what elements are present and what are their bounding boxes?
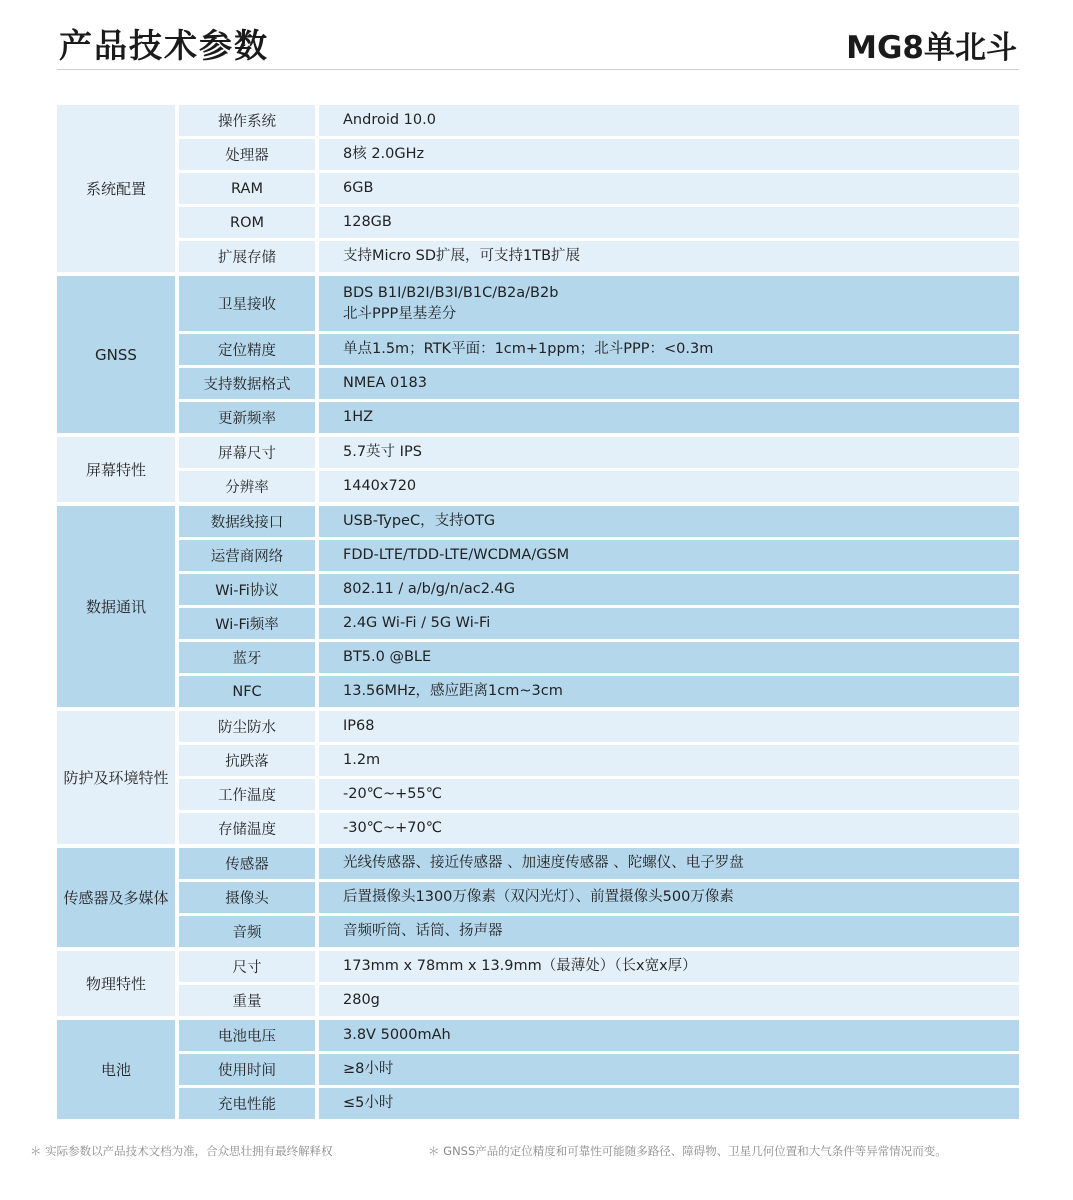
spec-value-line: FDD-LTE/TDD-LTE/WCDMA/GSM [343, 547, 570, 563]
spec-row [179, 402, 1019, 433]
spec-value-line: 支持Micro SD扩展，可支持1TB扩展 [343, 248, 581, 264]
spec-value [319, 540, 1019, 571]
spec-row [179, 540, 1019, 571]
spec-category-label: 传感器 [63, 888, 109, 907]
spec-row [179, 334, 1019, 365]
spec-row [179, 779, 1019, 810]
spec-category-label: 系统配置 [85, 179, 146, 198]
spec-value-line: ≤5小时 [343, 1095, 394, 1111]
spec-row [179, 642, 1019, 673]
spec-key: 音频 [179, 916, 315, 947]
spec-key: 处理器 [179, 139, 315, 170]
spec-category-label: 电池 [100, 1060, 131, 1079]
spec-key: 工作温度 [179, 779, 315, 810]
spec-value-line: 280g [343, 992, 380, 1008]
spec-value-line: IP68 [343, 718, 375, 734]
spec-value-line: Android 10.0 [343, 112, 436, 128]
spec-value [319, 506, 1019, 537]
spec-value [319, 848, 1019, 879]
spec-value-line: 8核 2.0GHz [343, 146, 425, 162]
spec-value-line: 128GB [343, 214, 392, 230]
spec-group [57, 848, 1019, 947]
spec-key: 摄像头 [179, 882, 315, 913]
spec-value-line: 1HZ [343, 409, 374, 425]
page-title: 产品技术参数 [59, 26, 269, 65]
spec-key: 存储温度 [179, 813, 315, 844]
spec-row [179, 1020, 1019, 1051]
spec-key: 蓝牙 [179, 642, 315, 673]
spec-value-line: 1.2m [343, 752, 381, 768]
spec-category-label: 防护及 [63, 768, 109, 787]
spec-category-label: 环境特性 [108, 768, 169, 787]
spec-row [179, 676, 1019, 707]
spec-key: 更新频率 [179, 402, 315, 433]
spec-group [57, 1020, 1019, 1119]
spec-value-line: 北斗PPP星基差分 [343, 305, 457, 322]
spec-key: 操作系统 [179, 105, 315, 136]
spec-value [319, 1020, 1019, 1051]
spec-row [179, 173, 1019, 204]
spec-key: ROM [179, 207, 315, 238]
spec-category [57, 848, 175, 947]
spec-value-line: 6GB [343, 180, 374, 196]
spec-value-line: 光线传感器、接近传感器 、加速度传感器 、陀螺仪、电子罗盘 [343, 855, 744, 871]
spec-category [57, 276, 175, 433]
spec-row [179, 985, 1019, 1016]
spec-category [57, 105, 175, 272]
spec-key: 传感器 [179, 848, 315, 879]
spec-key: 重量 [179, 985, 315, 1016]
spec-value [319, 916, 1019, 947]
spec-row [179, 882, 1019, 913]
spec-value [319, 276, 1019, 331]
spec-key: 尺寸 [179, 951, 315, 982]
footnote-gnss: ＊ GNSS产品的定位精度和可靠性可能随多路径、障碍物、卫星几何位置和大气条件等异常情况而变。 [428, 1144, 947, 1158]
spec-row [179, 813, 1019, 844]
spec-key: Wi-Fi频率 [179, 608, 315, 639]
spec-category [57, 437, 175, 502]
spec-row [179, 276, 1019, 331]
spec-group [57, 276, 1019, 433]
product-model: MG8单北斗 [846, 30, 1017, 66]
spec-category-label: 及多媒体 [108, 888, 169, 907]
spec-value [319, 471, 1019, 502]
spec-row [179, 368, 1019, 399]
spec-category-label: 物理特性 [85, 974, 146, 993]
spec-row [179, 1054, 1019, 1085]
spec-value [319, 985, 1019, 1016]
spec-value-line: ≥8小时 [343, 1061, 394, 1077]
spec-category [57, 951, 175, 1016]
spec-value [319, 437, 1019, 468]
spec-value-line: 5.7英寸 IPS [343, 444, 422, 460]
spec-row [179, 745, 1019, 776]
spec-group [57, 105, 1019, 272]
spec-row [179, 711, 1019, 742]
spec-value [319, 334, 1019, 365]
spec-row [179, 574, 1019, 605]
spec-row [179, 916, 1019, 947]
spec-value [319, 1054, 1019, 1085]
spec-value [319, 105, 1019, 136]
spec-category-label: GNSS [95, 345, 137, 364]
spec-value [319, 951, 1019, 982]
spec-value [319, 642, 1019, 673]
spec-value-line: 802.11 / a/b/g/n/ac2.4G [343, 581, 516, 597]
spec-key: 卫星接收 [179, 276, 315, 331]
spec-value-line: 13.56MHz，感应距离1cm~3cm [343, 683, 563, 699]
spec-value [319, 813, 1019, 844]
spec-value [319, 241, 1019, 272]
spec-value [319, 402, 1019, 433]
spec-value-line: -20℃~+55℃ [343, 786, 443, 802]
spec-value [319, 173, 1019, 204]
spec-value-line: 后置摄像头1300万像素（双闪光灯）、前置摄像头500万像素 [343, 889, 734, 905]
spec-value [319, 711, 1019, 742]
spec-row [179, 471, 1019, 502]
spec-key: 支持数据格式 [179, 368, 315, 399]
spec-key: 扩展存储 [179, 241, 315, 272]
spec-row [179, 139, 1019, 170]
spec-value-line: 音频听筒、话筒、扬声器 [343, 923, 503, 939]
spec-category-label: 数据通讯 [85, 597, 146, 616]
page-header [57, 14, 1019, 70]
spec-group [57, 711, 1019, 844]
spec-value [319, 608, 1019, 639]
spec-value-line: 3.8V 5000mAh [343, 1027, 451, 1043]
spec-key: NFC [179, 676, 315, 707]
spec-category [57, 506, 175, 707]
spec-row [179, 437, 1019, 468]
spec-row [179, 506, 1019, 537]
spec-key: 分辨率 [179, 471, 315, 502]
spec-key: 电池电压 [179, 1020, 315, 1051]
spec-key: 抗跌落 [179, 745, 315, 776]
spec-value-line: BDS B1I/B2I/B3I/B1C/B2a/B2b [343, 284, 559, 301]
spec-value [319, 139, 1019, 170]
spec-group [57, 506, 1019, 707]
spec-row [179, 1088, 1019, 1119]
spec-row [179, 207, 1019, 238]
spec-value-line: 1440x720 [343, 478, 417, 494]
spec-category [57, 711, 175, 844]
spec-value [319, 368, 1019, 399]
spec-key: 屏幕尺寸 [179, 437, 315, 468]
spec-group [57, 437, 1019, 502]
spec-row [179, 848, 1019, 879]
spec-table [57, 105, 1019, 1123]
spec-value-line: 2.4G Wi-Fi / 5G Wi-Fi [343, 615, 491, 631]
spec-value-line: USB-TypeC，支持OTG [343, 513, 496, 529]
spec-value [319, 1088, 1019, 1119]
spec-value-line: BT5.0 @BLE [343, 649, 432, 665]
spec-value-line: -30℃~+70℃ [343, 820, 443, 836]
spec-key: RAM [179, 173, 315, 204]
spec-key: 防尘防水 [179, 711, 315, 742]
spec-value-line: 173mm x 78mm x 13.9mm（最薄处）（长x宽x厚） [343, 958, 697, 974]
spec-category-label: 屏幕特性 [85, 460, 146, 479]
spec-key: 使用时间 [179, 1054, 315, 1085]
spec-value-line: 单点1.5m；RTK平面：1cm+1ppm；北斗PPP：<0.3m [343, 341, 714, 357]
spec-value [319, 745, 1019, 776]
spec-value [319, 574, 1019, 605]
spec-value [319, 207, 1019, 238]
spec-row [179, 608, 1019, 639]
spec-row [179, 105, 1019, 136]
spec-value [319, 882, 1019, 913]
footnote-disclaimer: ＊ 实际参数以产品技术文档为准，合众思壮拥有最终解释权 [30, 1144, 333, 1158]
spec-key: Wi-Fi协议 [179, 574, 315, 605]
spec-row [179, 951, 1019, 982]
spec-category [57, 1020, 175, 1119]
spec-key: 充电性能 [179, 1088, 315, 1119]
spec-value [319, 676, 1019, 707]
spec-key: 定位精度 [179, 334, 315, 365]
spec-row [179, 241, 1019, 272]
spec-key: 数据线接口 [179, 506, 315, 537]
spec-value-line: NMEA 0183 [343, 375, 427, 391]
spec-group [57, 951, 1019, 1016]
spec-value [319, 779, 1019, 810]
spec-key: 运营商网络 [179, 540, 315, 571]
